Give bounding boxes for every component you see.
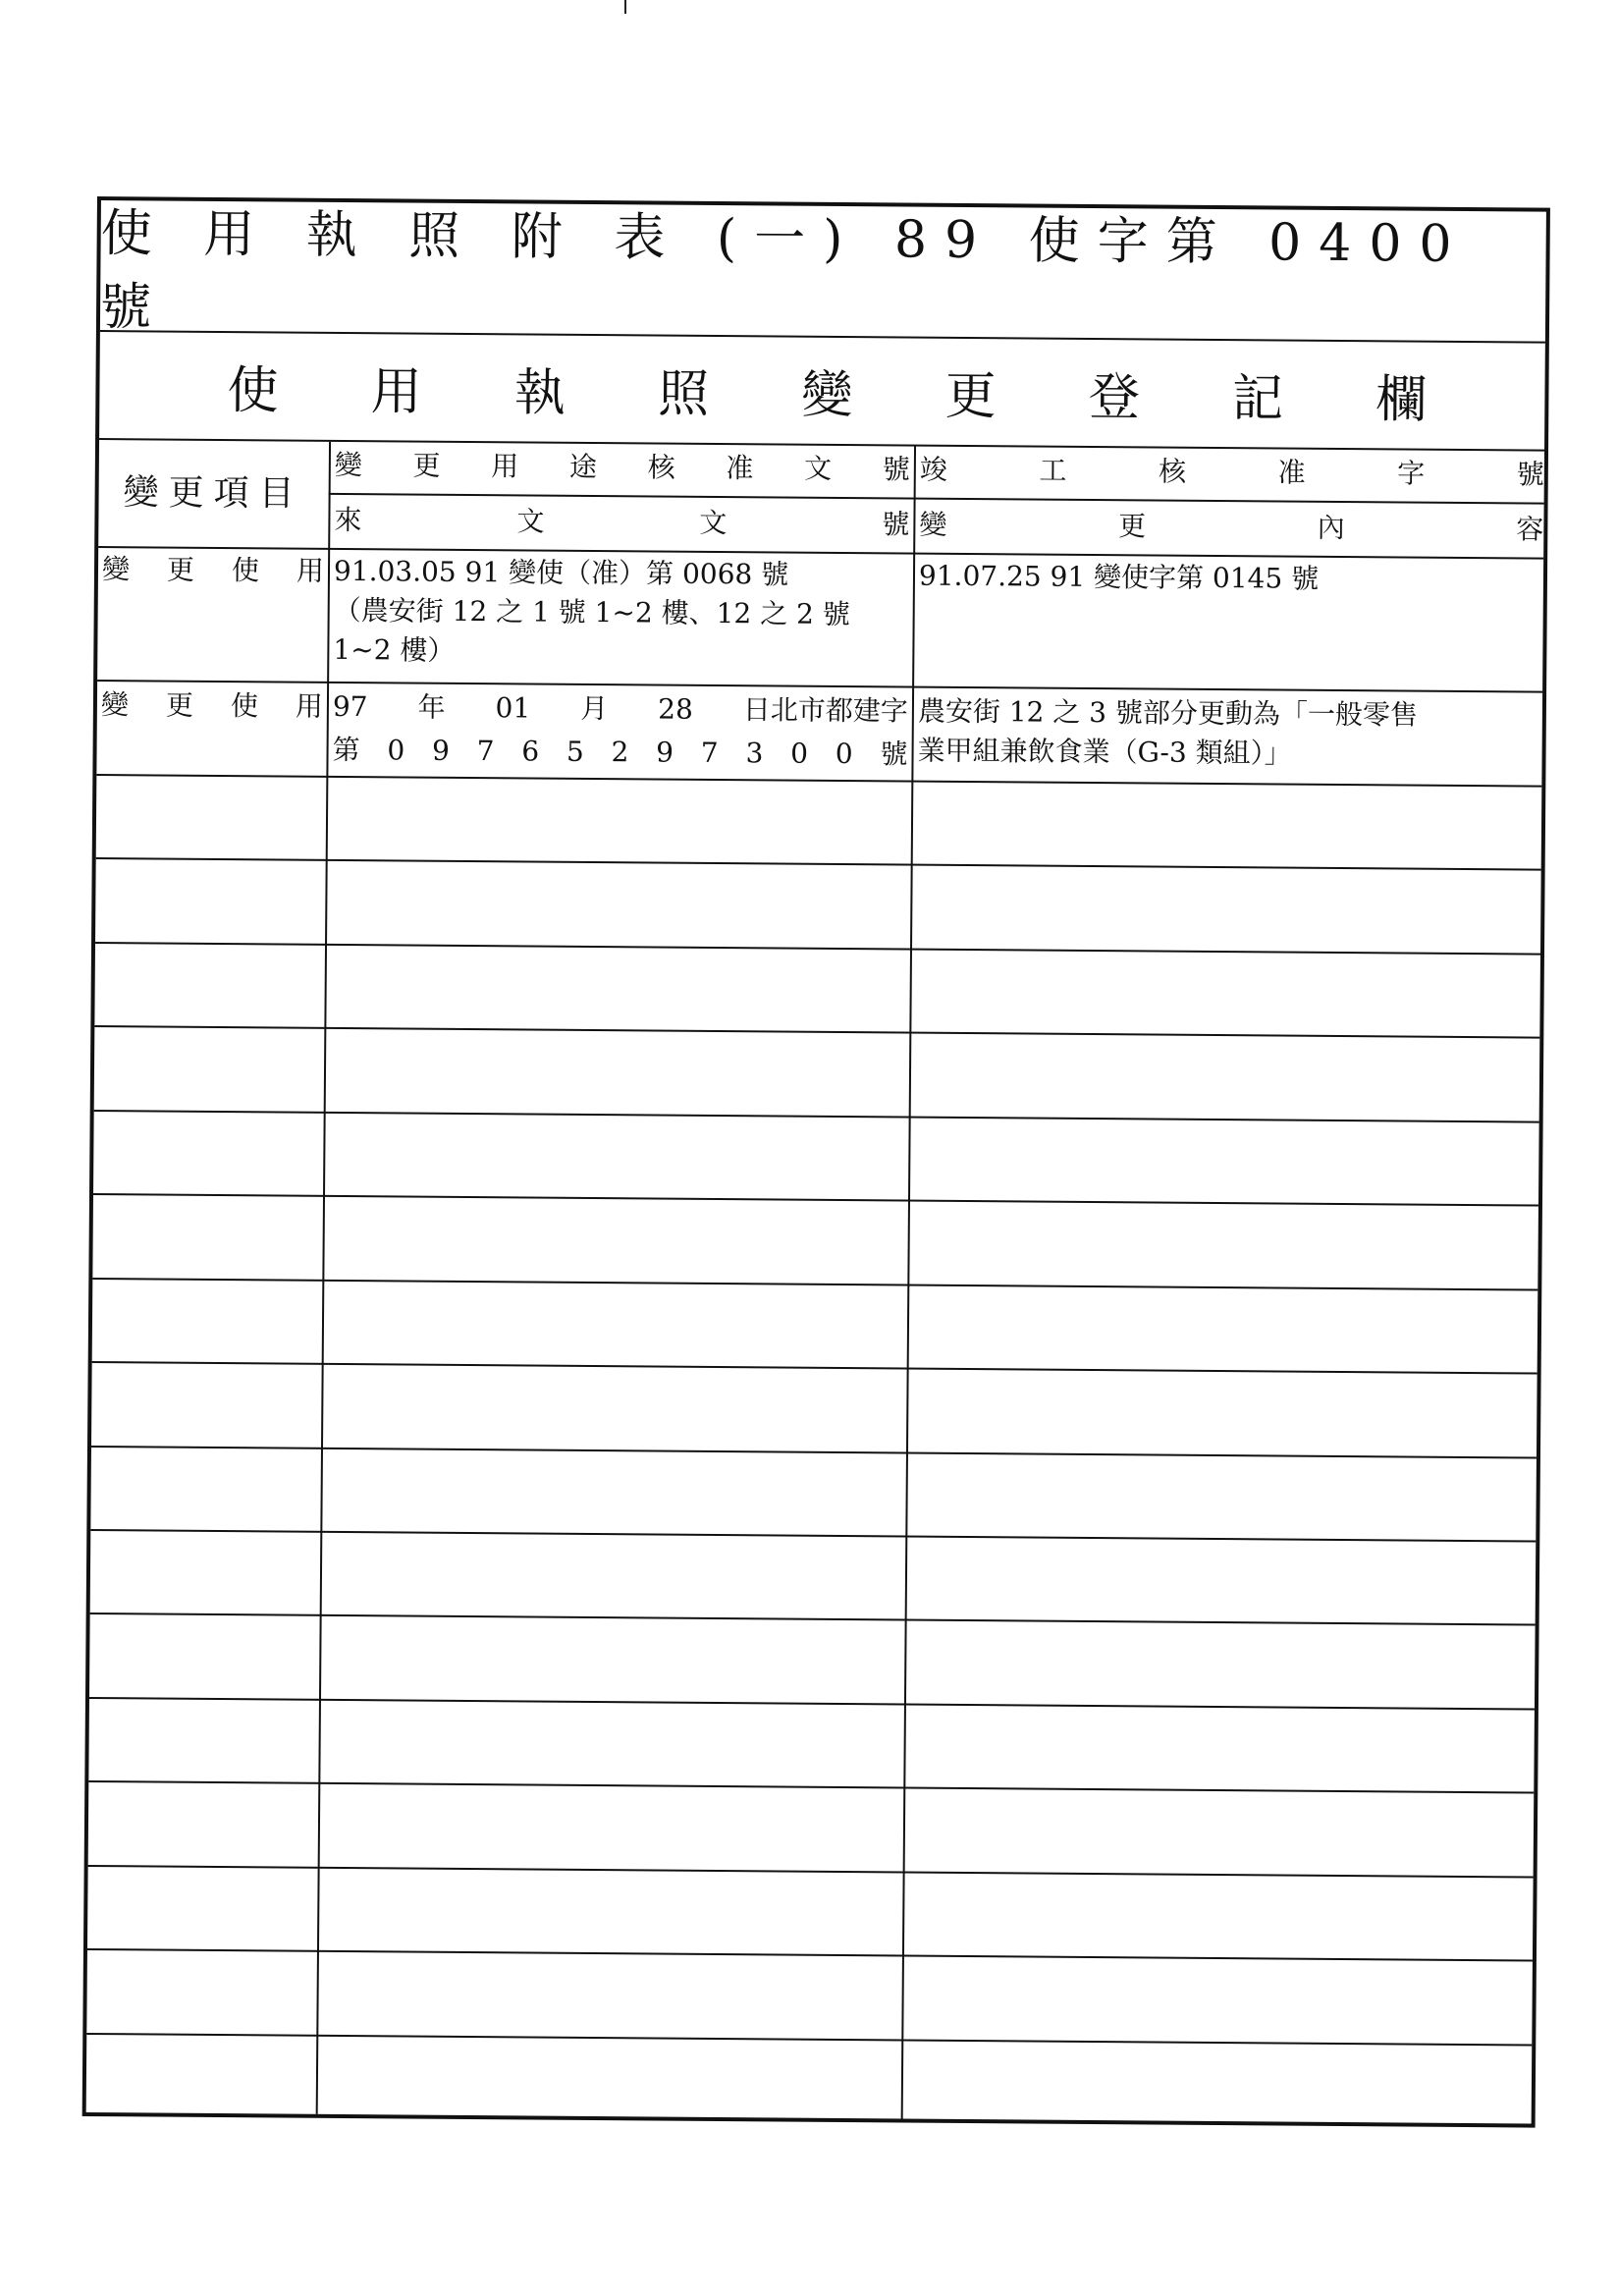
subtitle-char: 登 bbox=[1088, 367, 1141, 427]
row-divider bbox=[96, 774, 1541, 788]
row-approval-text: 91.03.05 91 變使（准）第 0068 號 （農安街 12 之 1 號 1~2 樓、12 之 2 號 1~2 樓） bbox=[333, 554, 850, 667]
scan-mark bbox=[624, 0, 626, 14]
row-completion-text: 91.07.25 91 變使字第 0145 號 bbox=[918, 559, 1320, 595]
column-header-completion-number: 竣 工 核 准 字 號 bbox=[919, 453, 1544, 491]
row-item-label: 變 更 使 用 bbox=[100, 688, 324, 723]
row-divider bbox=[88, 1865, 1534, 1879]
row-divider bbox=[89, 1697, 1535, 1711]
row-divider bbox=[91, 1446, 1537, 1459]
row-divider bbox=[95, 942, 1540, 956]
row-divider bbox=[88, 1780, 1534, 1794]
form-subtitle bbox=[99, 330, 1545, 452]
row-divider bbox=[87, 1948, 1533, 1962]
subtitle-char: 欄 bbox=[1375, 369, 1428, 430]
row-divider bbox=[90, 1613, 1536, 1626]
column-header-incoming-number: 來 文 文 號 bbox=[334, 503, 910, 541]
row-divider bbox=[94, 1110, 1539, 1123]
column-header-item: 變更項目 bbox=[123, 472, 304, 515]
row-divider bbox=[92, 1278, 1537, 1291]
change-registration-form bbox=[82, 196, 1550, 2128]
row-approval-line: 97 年 01 月 28 日北市都建字 bbox=[332, 689, 909, 728]
row-approval-line: 第 0 9 7 6 5 2 9 7 3 0 0 號 bbox=[332, 733, 908, 771]
column-header-approval-number: 變 更 用 途 核 准 文 號 bbox=[334, 448, 910, 486]
subtitle-char: 更 bbox=[944, 366, 997, 426]
row-item-label: 變 更 使 用 bbox=[101, 553, 325, 587]
subtitle-char: 執 bbox=[513, 362, 566, 423]
row-divider bbox=[93, 1193, 1538, 1207]
subtitle-char: 變 bbox=[801, 365, 853, 425]
row-divider bbox=[94, 1025, 1539, 1039]
subtitle-char: 用 bbox=[370, 361, 422, 422]
form-title-text: 使 用 執 照 附 表 (一) 89 使字第 0400 號 bbox=[99, 204, 1470, 338]
row-divider bbox=[90, 1529, 1536, 1543]
subtitle-char: 記 bbox=[1231, 368, 1284, 428]
subtitle-char: 使 bbox=[227, 360, 279, 420]
row-divider bbox=[96, 857, 1541, 871]
row-divider bbox=[86, 2033, 1532, 2047]
column-header-change-content: 變 更 內 容 bbox=[919, 508, 1544, 546]
form-title bbox=[100, 200, 1546, 344]
subtitle-char: 照 bbox=[657, 363, 710, 424]
row-divider bbox=[92, 1361, 1537, 1375]
row-completion-text: 農安街 12 之 3 號部分更動為「一般零售 業甲組兼飲食業（G-3 類組）」 bbox=[917, 694, 1419, 770]
